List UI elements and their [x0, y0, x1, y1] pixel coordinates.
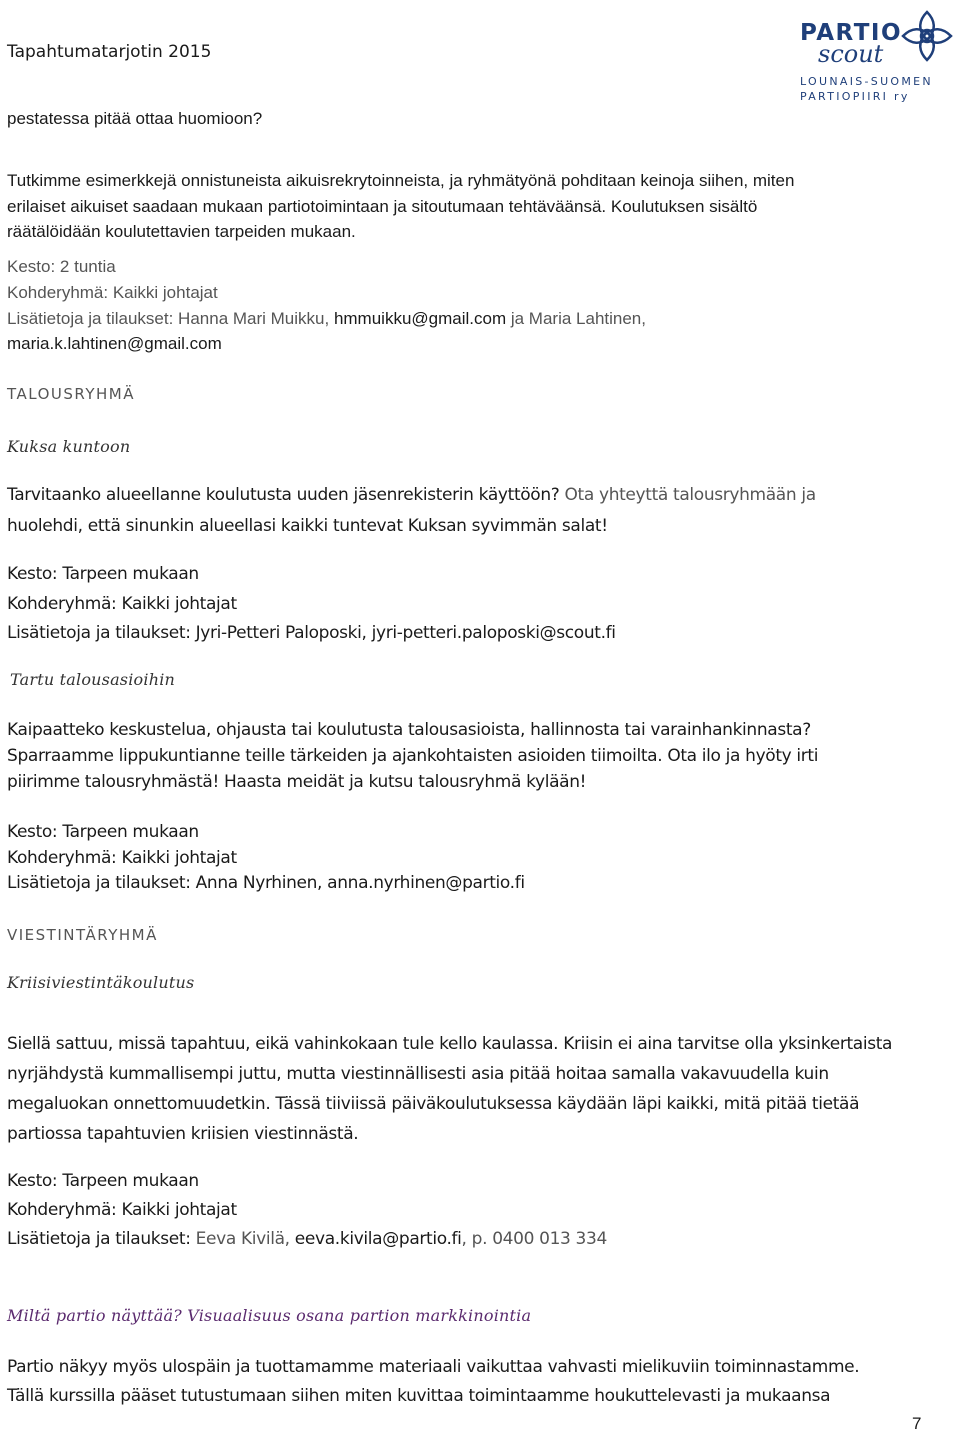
intro-paragraph-line: Tutkimme esimerkkejä onnistuneista aikuisrekrytoinneista, ja ryhmätyönä pohditaan keinoja siihen, miten: [7, 171, 795, 190]
course-kesto: Kesto: Tarpeen mukaan: [7, 1171, 199, 1191]
course-description-line: Tällä kurssilla pääset tutustumaan siihen miten kuvittaa toimintaamme houkuttelevasti ja mukaansa: [7, 1386, 831, 1406]
course-lisatietoja: Lisätietoja ja tilaukset: Jyri-Petteri Paloposki, jyri-petteri.paloposki@scout.fi: [7, 623, 616, 643]
intro-paragraph-line: erilaiset aikuiset saadaan mukaan partiotoimintaan ja sitoutumaan tehtäväänsä. Koulutuksen sisältö: [7, 197, 758, 216]
course-title: Miltä partio näyttää? Visuaalisuus osana partion markkinointia: [7, 1306, 532, 1325]
phone-number: , p. 0400 013 334: [461, 1229, 607, 1249]
course-description-line: Partio näkyy myös ulospäin ja tuottamamme materiaali vaikuttaa vahvasti mielikuviin toiminnastamme.: [7, 1357, 860, 1377]
section-heading: TALOUSRYHMÄ: [7, 385, 135, 403]
course-kesto: Kesto: Tarpeen mukaan: [7, 564, 199, 584]
intro-kohderyhma: Kohderyhmä: Kaikki johtajat: [7, 283, 218, 302]
svg-text:scout: scout: [818, 40, 884, 68]
email-link[interactable]: hmmuikku@gmail.com: [333, 309, 507, 328]
contact-names: Hanna Mari Muikku,: [178, 309, 334, 328]
document-header-title: Tapahtumatarjotin 2015: [7, 42, 212, 62]
course-description-line: Sparraamme lippukuntianne teille tärkeiden ja ajankohtaisten asioiden tiimoilta. Ota ilo ja hyöty irti: [7, 746, 819, 766]
course-lisatietoja: [7, 1229, 607, 1249]
page-number: 7: [912, 1414, 922, 1433]
intro-paragraph-line: räätälöidään koulutettavien tarpeiden mukaan.: [7, 222, 356, 241]
description-part: Tarvitaanko alueellanne koulutusta uuden jäsenrekisterin käyttöön?: [7, 485, 565, 505]
email-link[interactable]: eeva.kivila@partio.fi: [294, 1229, 462, 1249]
course-title: Kuksa kuntoon: [7, 437, 131, 456]
course-description-line: Kaipaatteko keskustelua, ohjausta tai koulutusta talousasioista, hallinnosta tai varainhankinnasta?: [7, 720, 811, 740]
course-description-line: nyrjähdystä kummallisempi juttu, mutta viestinnällisesti asia pitää hoitaa samalla vakavuudella kuin: [7, 1064, 829, 1084]
course-lisatietoja: Lisätietoja ja tilaukset: Anna Nyrhinen, anna.nyrhinen@partio.fi: [7, 873, 525, 893]
course-description-line: piirimme talousryhmästä! Haasta meidät ja kutsu talousryhmä kylään!: [7, 772, 587, 792]
partio-logo: [800, 6, 956, 106]
course-title: Tartu talousasioihin: [10, 670, 176, 689]
course-title: Kriisiviestintäkoulutus: [7, 973, 195, 992]
course-kohderyhma: Kohderyhmä: Kaikki johtajat: [7, 848, 237, 868]
course-kesto: Kesto: Tarpeen mukaan: [7, 822, 199, 842]
section-heading: VIESTINTÄRYHMÄ: [7, 926, 158, 944]
lisatietoja-label: Lisätietoja ja tilaukset:: [7, 309, 179, 328]
lisatietoja-label: Lisätietoja ja tilaukset:: [7, 1229, 196, 1249]
svg-text:LOUNAIS-SUOMEN: LOUNAIS-SUOMEN: [800, 75, 933, 88]
svg-text:PARTIO: PARTIO: [800, 20, 903, 46]
course-description-line: [7, 485, 816, 505]
email-link[interactable]: maria.k.lahtinen@gmail.com: [7, 334, 222, 353]
svg-text:PARTIOPIIRI ry: PARTIOPIIRI ry: [800, 90, 910, 103]
intro-line: pestatessa pitää ottaa huomioon?: [7, 109, 263, 128]
course-kohderyhma: Kohderyhmä: Kaikki johtajat: [7, 594, 237, 614]
course-description-line: partiossa tapahtuvien kriisien viestinnästä.: [7, 1124, 359, 1144]
intro-kesto: Kesto: 2 tuntia: [7, 257, 116, 276]
contact-names: ja Maria Lahtinen,: [506, 309, 646, 328]
scout-lily-icon: [800, 6, 956, 106]
description-part: Ota yhteyttä talousryhmään ja: [564, 485, 816, 505]
course-description-line: huolehdi, että sinunkin alueellasi kaikki tuntevat Kuksan syvimmän salat!: [7, 516, 608, 536]
intro-lisatietoja: [7, 309, 646, 329]
course-description-line: Siellä sattuu, missä tapahtuu, eikä vahinkokaan tule kello kaulassa. Kriisin ei aina tarvitse olla yksinkertaista: [7, 1034, 893, 1054]
course-description-line: megaluokan onnettomuudetkin. Tässä tiiviissä päiväkoulutuksessa käydään läpi kaikki, mitä pitää tietää: [7, 1094, 860, 1114]
contact-names: Eeva Kivilä,: [195, 1229, 295, 1249]
course-kohderyhma: Kohderyhmä: Kaikki johtajat: [7, 1200, 237, 1220]
